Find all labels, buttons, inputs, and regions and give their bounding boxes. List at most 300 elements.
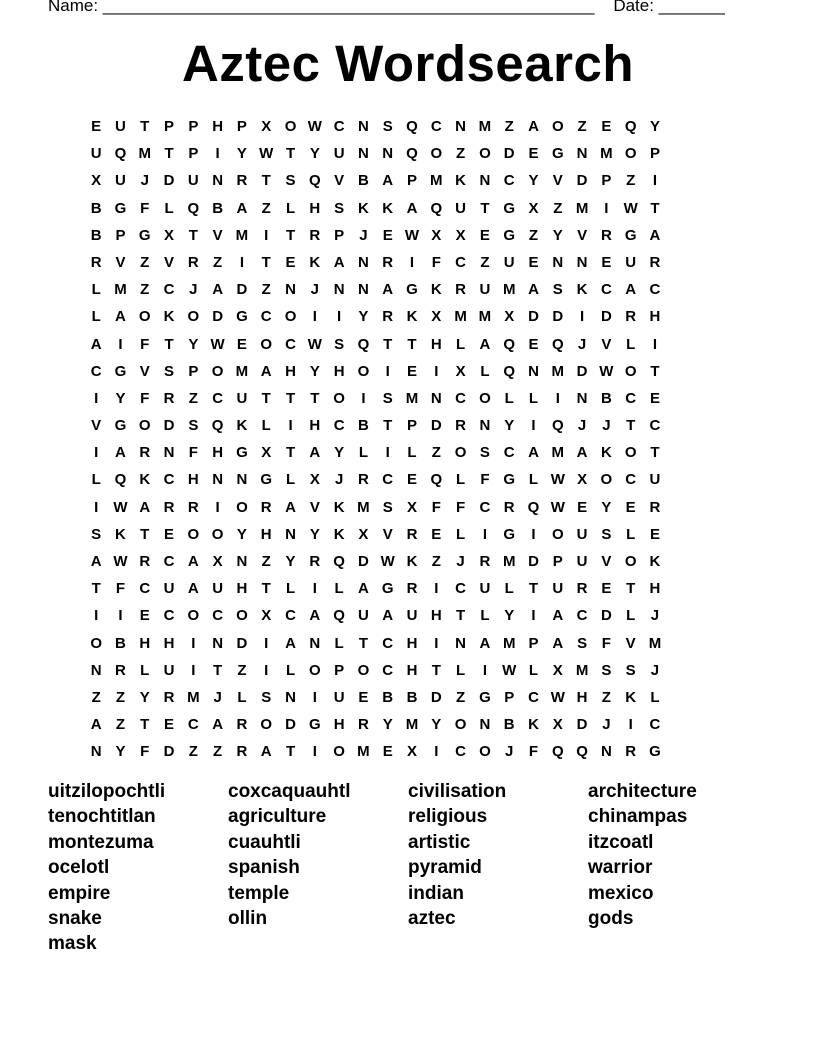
grid-letter: Z (188, 743, 198, 761)
grid-letter: E (431, 525, 442, 543)
grid-letter: O (333, 389, 345, 407)
grid-letter: Q (187, 199, 200, 217)
grid-letter: R (260, 498, 272, 516)
grid-letter: K (309, 253, 321, 271)
grid-letter: C (285, 335, 296, 353)
grid-row (84, 113, 667, 140)
grid-letter: I (239, 253, 245, 271)
grid-letter: L (140, 661, 150, 679)
grid-letter: O (211, 525, 224, 543)
grid-letter: I (312, 743, 317, 761)
grid-letter: T (164, 335, 174, 353)
grid-letter: P (504, 688, 515, 706)
grid-letter: G (551, 145, 564, 163)
grid-letter: W (113, 498, 128, 516)
grid-letter: I (409, 253, 415, 271)
grid-letter: C (625, 471, 637, 489)
grid-row (84, 521, 667, 548)
grid-letter: E (625, 498, 636, 516)
grid-letter: I (94, 444, 99, 462)
grid-letter: C (163, 281, 175, 299)
grid-letter: O (357, 362, 370, 380)
grid-letter: O (624, 553, 637, 570)
grid-letter: H (212, 118, 224, 135)
grid-letter: Z (115, 688, 126, 706)
grid-letter: O (138, 308, 151, 326)
grid-letter: I (288, 417, 293, 435)
grid-letter: X (577, 471, 588, 489)
grid-letter: Q (406, 145, 418, 163)
grid-letter: U (625, 253, 637, 271)
grid-letter: H (309, 199, 321, 217)
grid-letter: K (455, 172, 467, 190)
word-list-item: artistic (408, 831, 471, 853)
grid-letter: Z (140, 281, 150, 299)
grid-letter: N (455, 634, 467, 652)
grid-letter: U (212, 580, 224, 598)
grid-letter: R (600, 226, 612, 244)
grid-letter: G (479, 688, 491, 706)
grid-letter: H (285, 362, 296, 380)
grid-letter: U (163, 580, 175, 598)
grid-letter: L (334, 634, 344, 652)
grid-letter: C (333, 417, 345, 435)
grid-letter: O (138, 417, 151, 435)
grid-letter: L (407, 444, 417, 462)
grid-letter: I (361, 389, 366, 407)
grid-letter: U (479, 580, 491, 598)
grid-row (84, 358, 667, 385)
grid-letter: J (577, 335, 587, 353)
grid-letter: P (407, 172, 418, 190)
grid-letter: R (479, 553, 491, 570)
grid-letter: A (187, 553, 199, 570)
grid-row (84, 222, 667, 249)
grid-letter: R (406, 580, 418, 598)
grid-letter: Z (626, 172, 636, 190)
grid-letter: T (431, 661, 441, 679)
grid-letter: E (601, 580, 612, 598)
grid-letter: L (285, 661, 296, 679)
grid-letter: E (139, 607, 150, 625)
grid-letter: Z (601, 688, 611, 706)
grid-letter: U (576, 553, 588, 570)
grid-letter: X (407, 743, 418, 761)
grid-letter: D (503, 145, 515, 163)
grid-letter: S (479, 444, 490, 462)
grid-letter: S (285, 172, 296, 190)
grid-letter: A (552, 634, 564, 652)
grid-letter: D (163, 172, 175, 190)
grid-letter: Y (309, 362, 320, 380)
grid-letter: R (163, 389, 175, 407)
grid-letter: J (310, 281, 319, 299)
grid-letter: R (649, 498, 661, 516)
grid-row (84, 602, 667, 629)
grid-letter: L (480, 607, 490, 625)
grid-letter: Y (236, 525, 247, 543)
grid-letter: U (115, 172, 126, 190)
grid-row (84, 167, 667, 194)
word-list-item: religious (408, 806, 488, 828)
grid-letter: M (357, 498, 370, 516)
grid-letter: P (552, 553, 563, 570)
grid-letter: I (555, 389, 560, 407)
grid-letter: P (188, 145, 199, 163)
grid-letter: A (309, 444, 321, 462)
grid-letter: Z (553, 199, 563, 217)
grid-letter: M (478, 118, 492, 135)
grid-row (84, 494, 667, 521)
grid-letter: M (430, 172, 443, 190)
grid-letter: N (90, 661, 102, 679)
grid-letter: E (528, 253, 539, 271)
grid-letter: Y (309, 145, 320, 163)
grid-letter: N (163, 444, 175, 462)
grid-letter: N (309, 634, 321, 652)
grid-letter: M (575, 199, 589, 217)
grid-letter: R (503, 498, 515, 516)
grid-letter: A (552, 607, 564, 625)
grid-letter: Q (527, 498, 540, 516)
grid-letter: P (164, 118, 175, 135)
grid-letter: O (551, 525, 564, 543)
grid-letter: O (624, 145, 637, 163)
grid-row (84, 195, 667, 222)
grid-letter: S (164, 362, 175, 380)
grid-letter: R (163, 498, 175, 516)
grid-letter: A (382, 607, 394, 625)
grid-letter: M (648, 634, 662, 652)
grid-letter: U (90, 145, 102, 163)
grid-letter: L (91, 281, 101, 299)
grid-row (84, 466, 667, 493)
grid-letter: L (528, 389, 539, 407)
grid-letter: W (550, 688, 565, 706)
grid-letter: I (215, 498, 220, 516)
grid-letter: S (334, 199, 345, 217)
grid-letter: V (115, 253, 126, 271)
grid-letter: T (285, 145, 296, 163)
grid-letter: Z (480, 253, 490, 271)
grid-row (84, 385, 667, 412)
grid-letter: I (264, 634, 269, 652)
grid-letter: E (528, 335, 539, 353)
grid-letter: L (285, 199, 296, 217)
grid-letter: G (260, 471, 273, 489)
grid-letter: L (261, 417, 271, 435)
grid-letter: F (480, 471, 490, 489)
word-list-item: pyramid (408, 857, 482, 879)
grid-letter: E (358, 688, 369, 706)
grid-letter: D (430, 417, 442, 435)
grid-letter: P (649, 145, 660, 163)
grid-letter: K (115, 525, 126, 543)
grid-row (84, 331, 667, 358)
grid-letter: H (212, 444, 224, 462)
grid-letter: S (625, 661, 636, 679)
grid-letter: G (624, 226, 637, 244)
grid-letter: D (528, 553, 539, 570)
grid-letter: L (650, 688, 660, 706)
grid-letter: L (626, 525, 636, 543)
grid-letter: S (552, 281, 563, 299)
grid-letter: F (431, 498, 441, 516)
grid-letter: A (333, 253, 345, 271)
grid-letter: I (215, 145, 220, 163)
grid-letter: I (482, 525, 487, 543)
grid-letter: A (212, 281, 224, 299)
grid-letter: Y (528, 172, 539, 190)
grid-letter: X (504, 308, 515, 326)
grid-letter: Q (430, 471, 443, 489)
grid-letter: L (91, 471, 101, 489)
grid-letter: G (381, 580, 394, 598)
grid-letter: C (649, 417, 661, 435)
grid-letter: T (480, 199, 490, 217)
grid-letter: M (502, 281, 516, 299)
grid-letter: H (187, 471, 199, 489)
grid-letter: C (455, 389, 467, 407)
grid-letter: U (163, 661, 175, 679)
grid-letter: T (285, 444, 296, 462)
grid-letter: C (528, 688, 539, 706)
grid-letter: C (649, 281, 661, 299)
grid-letter: G (503, 226, 516, 244)
grid-letter: Z (91, 688, 101, 706)
grid-letter: N (212, 172, 224, 190)
grid-letter: F (140, 335, 150, 353)
grid-letter: A (382, 172, 394, 190)
grid-letter: A (285, 634, 296, 652)
grid-letter: I (312, 580, 317, 598)
grid-letter: I (434, 580, 439, 598)
grid-letter: E (601, 253, 612, 271)
grid-letter: N (236, 471, 248, 489)
grid-letter: G (406, 281, 418, 299)
grid-row (84, 657, 667, 684)
grid-letter: G (503, 199, 516, 217)
grid-letter: M (235, 362, 249, 380)
grid-letter: B (503, 716, 515, 734)
grid-letter: O (454, 444, 467, 462)
grid-letter: C (382, 471, 394, 489)
grid-letter: H (649, 308, 661, 326)
grid-letter: A (115, 308, 126, 326)
grid-row (84, 575, 667, 602)
grid-letter: Z (213, 743, 223, 761)
grid-letter: Q (406, 118, 418, 135)
grid-letter: S (91, 525, 102, 543)
grid-letter: V (164, 253, 175, 271)
grid-letter: A (625, 281, 637, 299)
grid-letter: G (114, 199, 127, 217)
grid-letter: U (479, 281, 491, 299)
grid-letter: C (503, 444, 515, 462)
word-list-item: cuauhtli (228, 831, 301, 853)
grid-letter: M (114, 281, 127, 299)
grid-letter: T (650, 362, 660, 380)
grid-letter: I (264, 226, 269, 244)
grid-letter: P (236, 118, 247, 135)
grid-letter: E (407, 362, 418, 380)
grid-letter: N (357, 118, 369, 135)
word-list-item: empire (48, 882, 111, 904)
grid-letter: Y (334, 444, 345, 462)
grid-letter: Y (309, 525, 320, 543)
grid-letter: W (550, 498, 565, 516)
grid-letter: H (649, 580, 661, 598)
grid-letter: U (333, 688, 345, 706)
grid-letter: W (210, 335, 225, 353)
grid-letter: S (334, 335, 345, 353)
grid-letter: C (163, 553, 175, 570)
grid-letter: I (434, 743, 439, 761)
grid-letter: P (115, 226, 126, 244)
grid-letter: K (600, 444, 612, 462)
grid-letter: Z (456, 688, 466, 706)
grid-letter: L (456, 661, 466, 679)
grid-letter: I (312, 308, 317, 326)
grid-letter: G (114, 362, 127, 380)
grid-letter: W (599, 362, 614, 380)
grid-letter: J (140, 172, 149, 190)
grid-letter: D (163, 743, 175, 761)
grid-letter: C (90, 362, 102, 380)
grid-letter: S (382, 498, 393, 516)
grid-letter: Q (624, 118, 637, 135)
grid-letter: Z (188, 389, 198, 407)
grid-letter: W (550, 471, 565, 489)
grid-letter: L (358, 444, 368, 462)
grid-letter: O (187, 607, 200, 625)
grid-letter: Q (114, 471, 127, 489)
grid-letter: N (479, 417, 491, 435)
grid-letter: Q (333, 553, 345, 570)
grid-letter: A (309, 607, 321, 625)
grid-letter: N (382, 145, 394, 163)
grid-letter: N (333, 281, 345, 299)
grid-letter: Q (357, 335, 370, 353)
grid-letter: N (357, 253, 369, 271)
grid-letter: K (625, 688, 637, 706)
grid-letter: X (212, 553, 223, 570)
grid-letter: T (164, 145, 174, 163)
grid-letter: R (139, 444, 151, 462)
word-list-item: ollin (228, 907, 268, 929)
grid-letter: O (430, 145, 443, 163)
grid-letter: L (626, 607, 636, 625)
grid-letter: D (212, 308, 224, 326)
grid-letter: X (91, 172, 102, 190)
grid-letter: S (261, 688, 272, 706)
grid-letter: C (625, 389, 637, 407)
grid-letter: R (236, 716, 248, 734)
grid-letter: J (213, 688, 222, 706)
grid-row (84, 630, 667, 657)
grid-letter: W (380, 553, 395, 570)
grid-letter: N (212, 471, 224, 489)
grid-letter: I (385, 444, 390, 462)
grid-letter: T (626, 580, 636, 598)
grid-letter: H (333, 362, 345, 380)
grid-letter: G (308, 716, 321, 734)
grid-letter: K (576, 281, 588, 299)
word-list-item: snake (48, 907, 102, 929)
grid-letter: C (163, 471, 175, 489)
grid-letter: C (576, 607, 588, 625)
grid-letter: A (285, 498, 296, 516)
grid-letter: E (649, 525, 660, 543)
grid-letter: Y (601, 498, 612, 516)
grid-letter: L (456, 525, 466, 543)
grid-letter: H (236, 580, 248, 598)
grid-letter: X (455, 362, 466, 380)
grid-letter: T (310, 389, 320, 407)
grid-letter: Q (211, 417, 224, 435)
grid-letter: R (90, 253, 102, 271)
grid-letter: L (456, 471, 466, 489)
grid-letter: O (624, 444, 637, 462)
word-list-item: temple (228, 882, 290, 904)
grid-letter: R (455, 281, 467, 299)
grid-letter: Q (551, 335, 564, 353)
grid-letter: G (114, 417, 127, 435)
grid-letter: F (456, 498, 466, 516)
grid-letter: T (456, 607, 466, 625)
grid-letter: L (91, 308, 101, 326)
grid-letter: T (261, 253, 271, 271)
grid-letter: H (333, 716, 345, 734)
word-list-item: spanish (228, 857, 300, 879)
grid-letter: N (357, 281, 369, 299)
grid-letter: K (528, 716, 539, 734)
grid-letter: S (188, 417, 199, 435)
grid-letter: E (382, 743, 393, 761)
grid-letter: D (552, 308, 564, 326)
grid-letter: Y (236, 145, 247, 163)
grid-letter: U (236, 389, 248, 407)
grid-letter: Y (431, 716, 442, 734)
grid-letter: K (406, 308, 418, 326)
grid-letter: C (212, 607, 224, 625)
grid-letter: L (334, 580, 344, 598)
grid-letter: I (118, 335, 123, 353)
grid-row (84, 140, 667, 167)
grid-letter: O (260, 716, 273, 734)
grid-letter: D (430, 688, 442, 706)
grid-letter: X (309, 471, 320, 489)
grid-letter: C (260, 308, 272, 326)
grid-letter: T (213, 661, 223, 679)
grid-letter: I (531, 525, 536, 543)
grid-letter: R (139, 553, 151, 570)
grid-row (84, 303, 667, 330)
word-list-item: mexico (588, 882, 654, 904)
grid-letter: Z (431, 553, 441, 570)
grid-letter: J (577, 417, 587, 435)
grid-letter: H (163, 634, 175, 652)
grid-letter: I (652, 335, 658, 353)
grid-letter: A (382, 281, 394, 299)
grid-letter: C (139, 580, 151, 598)
grid-letter: I (580, 308, 585, 326)
grid-letter: A (236, 199, 248, 217)
grid-letter: C (163, 607, 175, 625)
grid-letter: D (528, 308, 539, 326)
grid-letter: W (502, 661, 517, 679)
grid-letter: R (236, 172, 248, 190)
